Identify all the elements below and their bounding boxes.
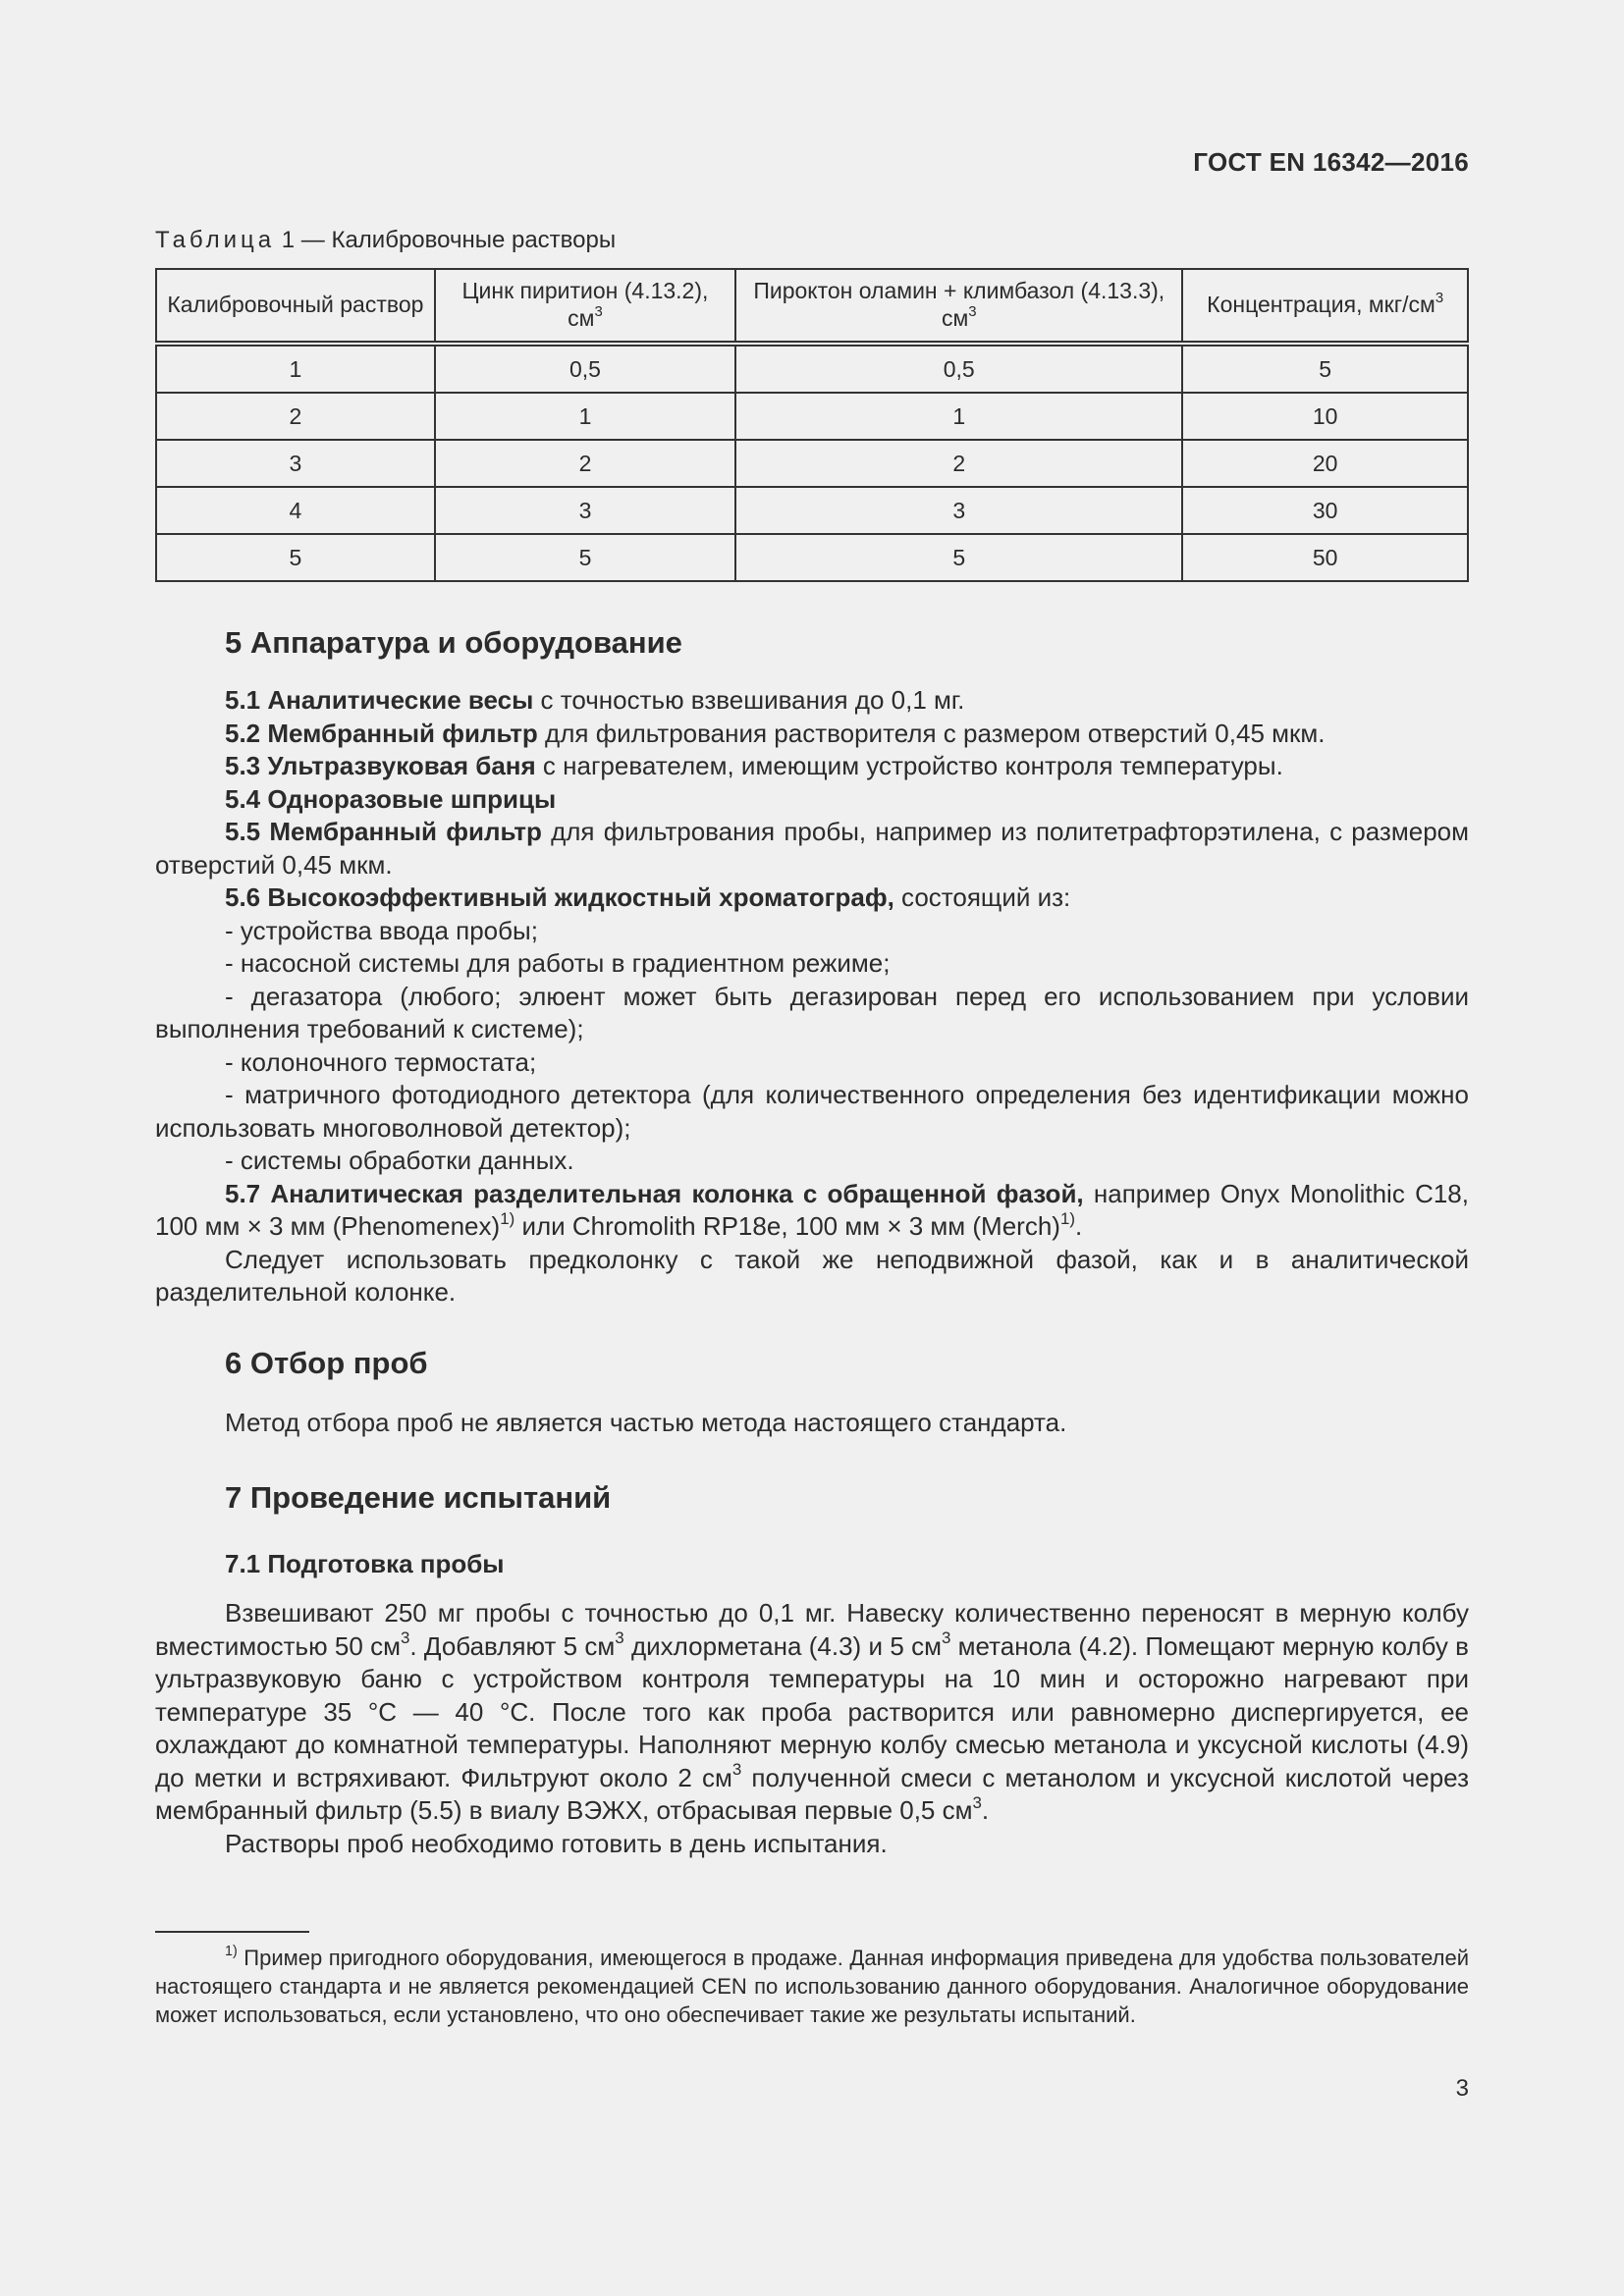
clause-5-1: 5.1 Аналитические весы с точностью взвешивания до 0,1 мг. xyxy=(225,685,965,715)
clause-5-7-note: Следует использовать предколонку с такой же неподвижной фазой, как и в аналитической разделительной колонке. xyxy=(155,1244,1469,1307)
table-cell: 5 xyxy=(1182,344,1468,393)
table-cell: 0,5 xyxy=(435,344,735,393)
list-item: - колоночного термостата; xyxy=(225,1046,537,1077)
clause-5-7: 5.7 Аналитическая разделительная колонка с обращенной фазой, например Onyx Monolithic C18, 100 мм × 3 мм (Phenomenex)$^{1)}$ или Chromolith RP18e, 100 мм × 3 мм (Merch)$^{1)}$. xyxy=(155,1178,1469,1241)
section-6-text: Метод отбора проб не является частью метода настоящего стандарта. xyxy=(225,1408,1067,1437)
table-cell: 30 xyxy=(1182,487,1468,534)
table-cell: 3 xyxy=(735,487,1182,534)
table-cell: 1 xyxy=(156,344,435,393)
clause-7-1-note: Растворы проб необходимо готовить в день испытания. xyxy=(225,1828,888,1858)
table-header-row xyxy=(156,269,1468,344)
table-row xyxy=(156,534,1468,581)
section-6-heading: 6 Отбор проб xyxy=(225,1346,428,1380)
col-header-zinc: Цинк пиритион (4.13.2), $см^3$ xyxy=(435,269,735,344)
table-cell: 4 xyxy=(156,487,435,534)
list-item: - устройства ввода пробы; xyxy=(225,915,538,945)
section-6-body xyxy=(155,1407,1469,1440)
footnote: $^{1)}$ Пример пригодного оборудования, имеющегося в продаже. Данная информация приведена для удобства пользователей настоящего стандарта и не является рекомендацией CEN по использованию данного оборудования. Аналогичное оборудование может использоваться, если установлено, что оно обеспечивает такие же результаты испытаний. xyxy=(155,1944,1469,2027)
table-cell: 10 xyxy=(1182,393,1468,440)
table-row xyxy=(156,440,1468,487)
table-cell: 2 xyxy=(156,393,435,440)
table-cell: 0,5 xyxy=(735,344,1182,393)
table-caption xyxy=(155,227,616,254)
table-cell: 1 xyxy=(435,393,735,440)
subsection-7-1-heading: 7.1 Подготовка пробы xyxy=(225,1549,505,1578)
section-5-heading: 5 Аппаратура и оборудование xyxy=(225,625,682,660)
table-cell: 3 xyxy=(156,440,435,487)
list-item: - матричного фотодиодного детектора (для количественного определения без идентификации можно использовать многоволновой детектор); xyxy=(155,1080,1469,1143)
section-7-heading: 7 Проведение испытаний xyxy=(225,1480,612,1515)
col-header-piroctone: Пироктон оламин + климбазол (4.13.3), $см^3$ xyxy=(735,269,1182,344)
table-cell: 5 xyxy=(435,534,735,581)
footnote-separator xyxy=(155,1931,309,1933)
clause-5-4: 5.4 Одноразовые шприцы xyxy=(225,783,557,814)
clause-5-5: 5.5 Мембранный фильтр для фильтрования пробы, например из политетрафторэтилена, с размером отверстий 0,45 мкм. xyxy=(155,817,1469,880)
table-caption-title: 1 — Калибровочные растворы xyxy=(281,227,617,253)
clause-5-2: 5.2 Мембранный фильтр для фильтрования растворителя с размером отверстий 0,45 мкм. xyxy=(225,718,1326,748)
list-item: - насосной системы для работы в градиентном режиме; xyxy=(225,948,891,978)
col-header-concentration: Концентрация, мкг/$см^3$ xyxy=(1182,269,1468,344)
calibration-table xyxy=(155,268,1469,582)
table-cell: 50 xyxy=(1182,534,1468,581)
table-cell: 1 xyxy=(735,393,1182,440)
table-row xyxy=(156,393,1468,440)
page-number: 3 xyxy=(1455,2075,1469,2102)
table-row xyxy=(156,344,1468,393)
clause-7-1-text: Взвешивают 250 мг пробы с точностью до 0,1 мг. Навеску количественно переносят в мерную колбу вместимостью 50 $см^3$. Добавляют 5 $см^3$ дихлорметана (4.3) и 5 $см^3$ метанола (4.2). Помещают мерную колбу в ультразвуковую баню с устройством контроля температуры на 10 мин и осторожно нагревают при температуре 35 °С — 40 °С. После того как проба растворится или равномерно диспергируется, ее охлаждают до комнатной температуры. Наполняют мерную колбу смесью метанола и уксусной кислоты (4.9) до метки и встряхивают. Фильтруют около 2 $см^3$ полученной смеси с метанолом и уксусной кислотой через мембранный фильтр (5.5) в виалу ВЭЖХ, отбрасывая первые 0,5 $см^3$. xyxy=(155,1598,1469,1825)
table-cell: 5 xyxy=(735,534,1182,581)
table-cell: 3 xyxy=(435,487,735,534)
section-5-body xyxy=(155,684,1469,1309)
table-caption-label: Таблица xyxy=(155,227,276,253)
list-item: - системы обработки данных. xyxy=(225,1146,574,1175)
col-header-solution: Калибровочный раствор xyxy=(156,269,435,344)
list-item: - дегазатора (любого; элюент может быть дегазирован перед его использованием при условии выполнения требований к системе); xyxy=(155,981,1469,1043)
clause-5-6: 5.6 Высокоэффективный жидкостный хроматограф, состоящий из: xyxy=(225,882,1071,912)
clause-5-3: 5.3 Ультразвуковая баня с нагревателем, имеющим устройство контроля температуры. xyxy=(225,751,1283,780)
section-7-body xyxy=(155,1597,1469,1860)
table-cell: 2 xyxy=(435,440,735,487)
table-row xyxy=(156,487,1468,534)
table-cell: 20 xyxy=(1182,440,1468,487)
table-cell: 2 xyxy=(735,440,1182,487)
table-cell: 5 xyxy=(156,534,435,581)
standard-code: ГОСТ EN 16342—2016 xyxy=(1193,147,1469,177)
